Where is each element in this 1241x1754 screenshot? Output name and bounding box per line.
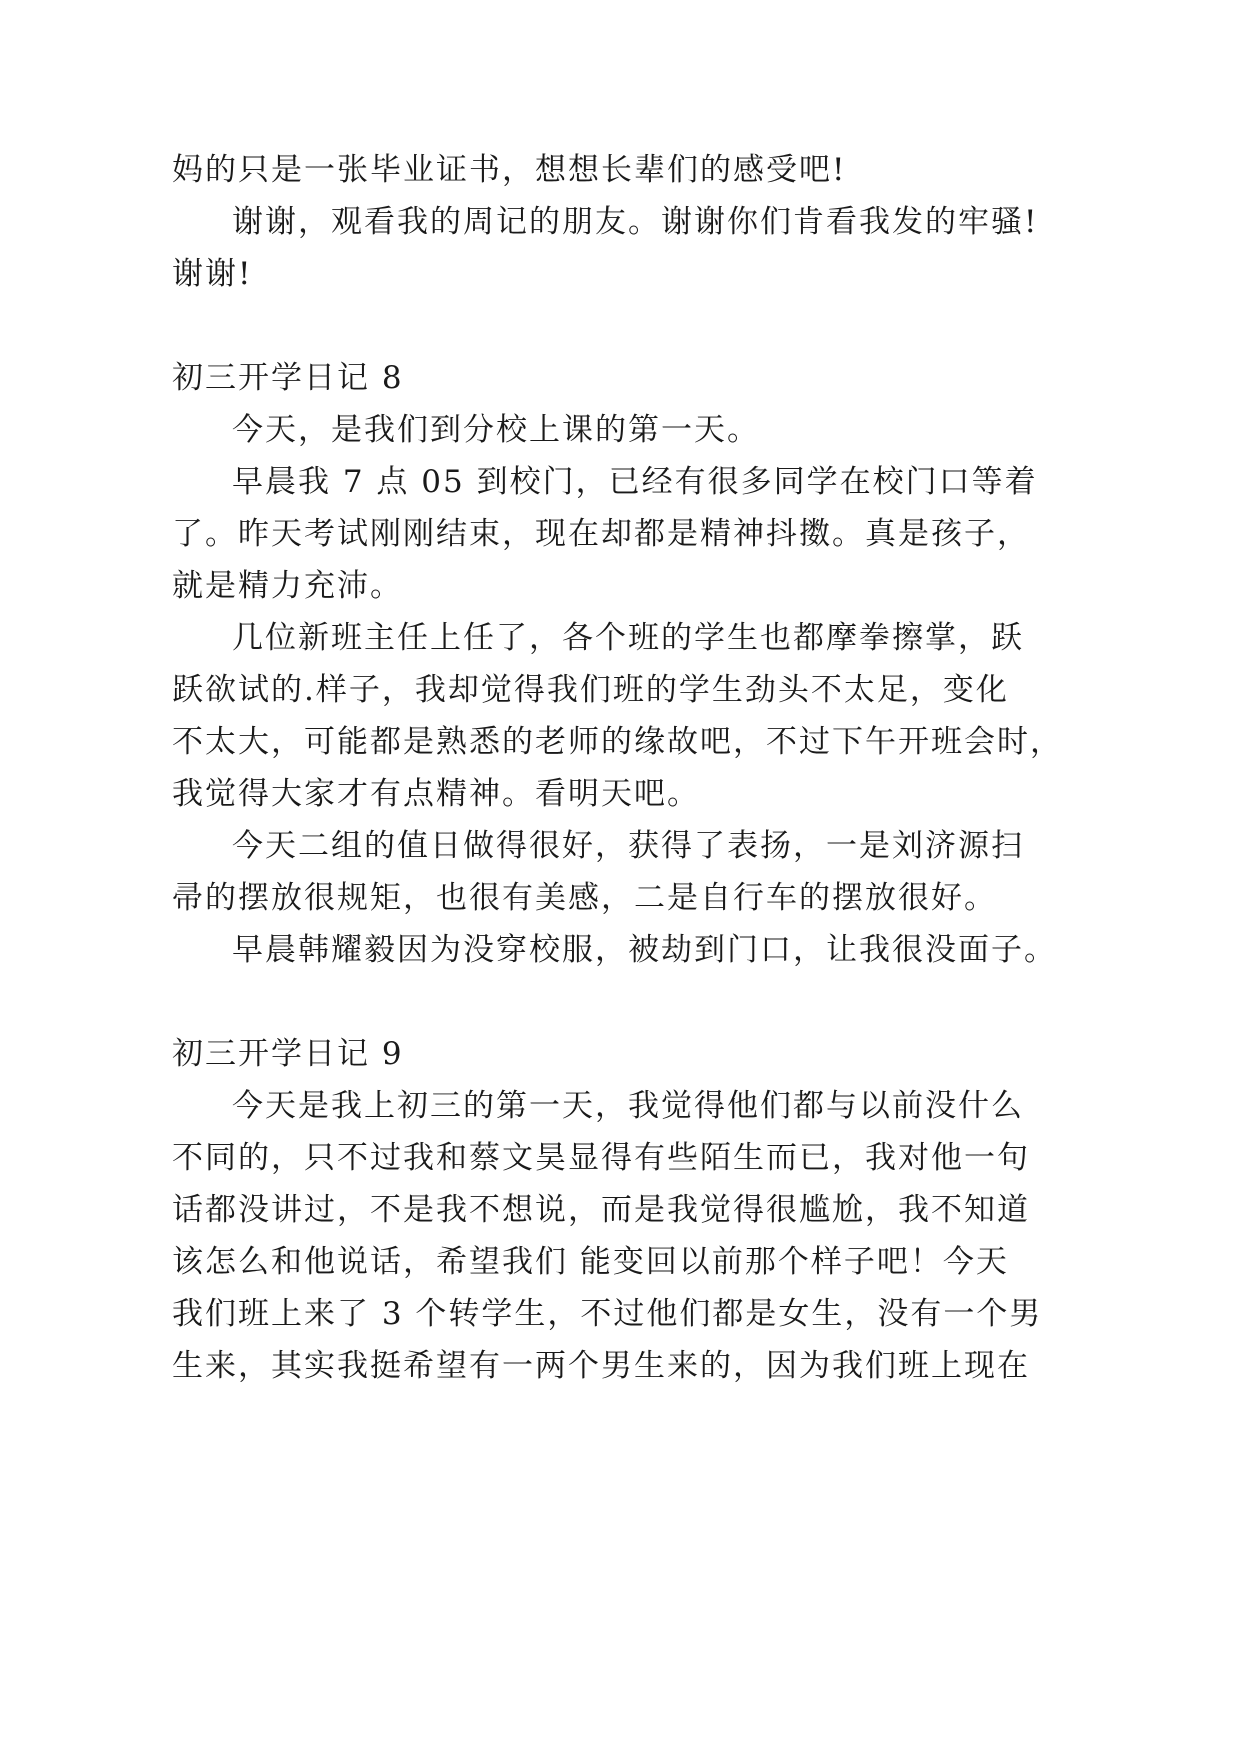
paragraph-line: 今天二组的值日做得很好，获得了表扬，一是刘济源扫 (232, 828, 1024, 864)
section-title-8: 初三开学日记 8 (172, 360, 404, 396)
section-title-9: 初三开学日记 9 (172, 1036, 404, 1072)
paragraph-line: 妈的只是一张毕业证书，想想长辈们的感受吧! (172, 152, 847, 188)
paragraph-line: 今天是我上初三的第一天，我觉得他们都与以前没什么 (232, 1088, 1024, 1124)
paragraph-line: 就是精力充沛。 (172, 568, 403, 604)
paragraph-line: 我们班上来了 3 个转学生，不过他们都是女生，没有一个男 (172, 1296, 1043, 1332)
paragraph-line: 生来，其实我挺希望有一两个男生来的，因为我们班上现在 (172, 1348, 1030, 1384)
paragraph-line: 谢谢，观看我的周记的朋友。谢谢你们肯看我发的牢骚! (232, 204, 1039, 240)
paragraph-line: 该怎么和他说话，希望我们 能变回以前那个样子吧！今天 (172, 1244, 1009, 1280)
paragraph-line: 帚的摆放很规矩，也很有美感，二是自行车的摆放很好。 (172, 880, 997, 916)
paragraph-line: 几位新班主任上任了，各个班的学生也都摩拳擦掌，跃 (232, 620, 1024, 656)
paragraph-line: 早晨我 7 点 05 到校门，已经有很多同学在校门口等着 (232, 464, 1038, 500)
paragraph-line: 不同的，只不过我和蔡文昊显得有些陌生而已，我对他一句 (172, 1140, 1030, 1176)
paragraph-line: 谢谢! (172, 256, 253, 292)
paragraph-line: 我觉得大家才有点精神。看明天吧。 (172, 776, 700, 812)
paragraph-line: 话都没讲过，不是我不想说，而是我觉得很尴尬，我不知道 (172, 1192, 1030, 1228)
paragraph-line: 早晨韩耀毅因为没穿校服，被劫到门口，让我很没面子。 (232, 932, 1057, 968)
paragraph-line: 了。昨天考试刚刚结束，现在却都是精神抖擞。真是孩子， (172, 516, 1030, 552)
paragraph-line: 今天，是我们到分校上课的第一天。 (232, 412, 760, 448)
paragraph-line: 跃欲试的.样子，我却觉得我们班的学生劲头不太足，变化 (172, 672, 1009, 708)
paragraph-line: 不太大，可能都是熟悉的老师的缘故吧，不过下午开班会时， (172, 724, 1063, 760)
